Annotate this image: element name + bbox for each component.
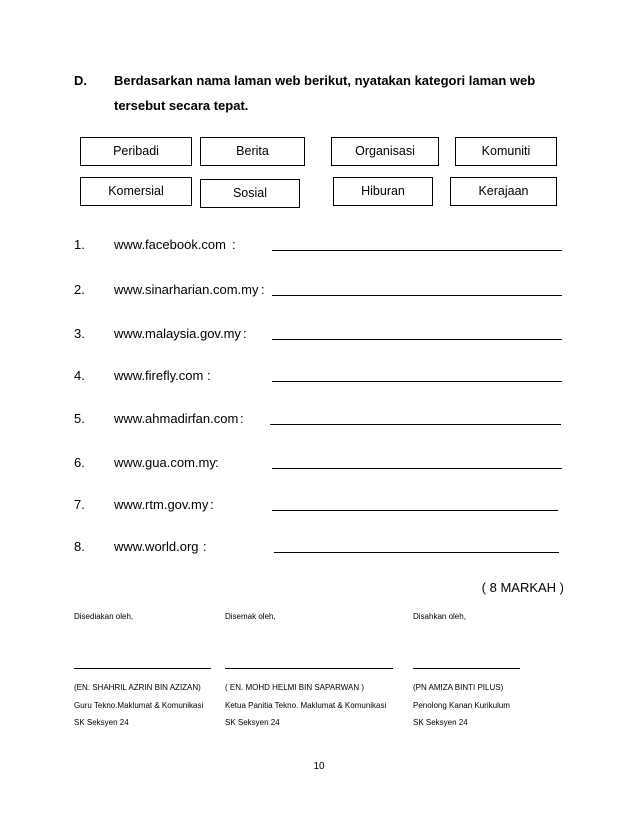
- instruction-line-1: Berdasarkan nama laman web berikut, nyatakan kategori laman web: [114, 73, 536, 88]
- question-url: www.rtm.gov.my: [114, 497, 209, 512]
- question-number: 2.: [74, 282, 85, 297]
- question-number: 5.: [74, 411, 85, 426]
- category-box-hiburan: Hiburan: [333, 177, 433, 206]
- answer-line[interactable]: [272, 510, 558, 511]
- question-colon: :: [232, 237, 236, 252]
- category-box-peribadi: Peribadi: [80, 137, 192, 166]
- question-colon: :: [207, 368, 211, 383]
- instruction-line-2: tersebut secara tepat.: [114, 98, 249, 113]
- signature-line: [413, 668, 520, 669]
- answer-line[interactable]: [272, 339, 562, 340]
- sig-name: (EN. SHAHRIL AZRIN BIN AZIZAN): [74, 683, 201, 692]
- sig-school: SK Seksyen 24: [225, 718, 280, 727]
- sig-heading-checked: Disemak oleh,: [225, 612, 276, 621]
- question-url: www.firefly.com: [114, 368, 204, 383]
- question-colon: :: [240, 411, 244, 426]
- sig-title: Penolong Kanan Kurikulum: [413, 701, 510, 710]
- question-url: www.facebook.com: [114, 237, 226, 252]
- question-colon: :: [261, 282, 265, 297]
- question-colon: :: [210, 497, 214, 512]
- question-number: 8.: [74, 539, 85, 554]
- question-url: www.sinarharian.com.my: [114, 282, 259, 297]
- question-number: 3.: [74, 326, 85, 341]
- question-url: www.world.org: [114, 539, 199, 554]
- question-number: 7.: [74, 497, 85, 512]
- signature-line: [225, 668, 393, 669]
- question-url: www.ahmadirfan.com: [114, 411, 239, 426]
- total-marks: ( 8 MARKAH ): [481, 580, 564, 595]
- answer-line[interactable]: [274, 552, 559, 553]
- sig-title: Guru Tekno.Maklumat & Komunikasi: [74, 701, 204, 710]
- answer-line[interactable]: [272, 295, 562, 296]
- page-number: 10: [313, 761, 325, 772]
- category-box-komersial: Komersial: [80, 177, 192, 206]
- question-colon: :: [243, 326, 247, 341]
- signature-line: [74, 668, 211, 669]
- question-url: www.malaysia.gov.my: [114, 326, 241, 341]
- answer-line[interactable]: [272, 250, 562, 251]
- sig-school: SK Seksyen 24: [413, 718, 468, 727]
- question-colon: :: [215, 455, 219, 470]
- category-box-sosial: Sosial: [200, 179, 300, 208]
- question-url: www.gua.com.my: [114, 455, 216, 470]
- category-box-berita: Berita: [200, 137, 305, 166]
- question-number: 6.: [74, 455, 85, 470]
- sig-school: SK Seksyen 24: [74, 718, 129, 727]
- category-box-kerajaan: Kerajaan: [450, 177, 557, 206]
- category-box-organisasi: Organisasi: [331, 137, 439, 166]
- sig-title: Ketua Panitia Tekno. Maklumat & Komunikasi: [225, 701, 387, 710]
- question-number: 1.: [74, 237, 85, 252]
- sig-name: ( EN. MOHD HELMI BIN SAPARWAN ): [225, 683, 364, 692]
- answer-line[interactable]: [272, 381, 562, 382]
- category-box-komuniti: Komuniti: [455, 137, 557, 166]
- section-label: D.: [74, 73, 87, 88]
- question-number: 4.: [74, 368, 85, 383]
- sig-heading-approved: Disahkan oleh,: [413, 612, 466, 621]
- sig-heading-prepared: Disediakan oleh,: [74, 612, 134, 621]
- sig-name: (PN AMIZA BINTI PILUS): [413, 683, 504, 692]
- answer-line[interactable]: [272, 468, 562, 469]
- question-colon: :: [203, 539, 207, 554]
- answer-line[interactable]: [270, 424, 561, 425]
